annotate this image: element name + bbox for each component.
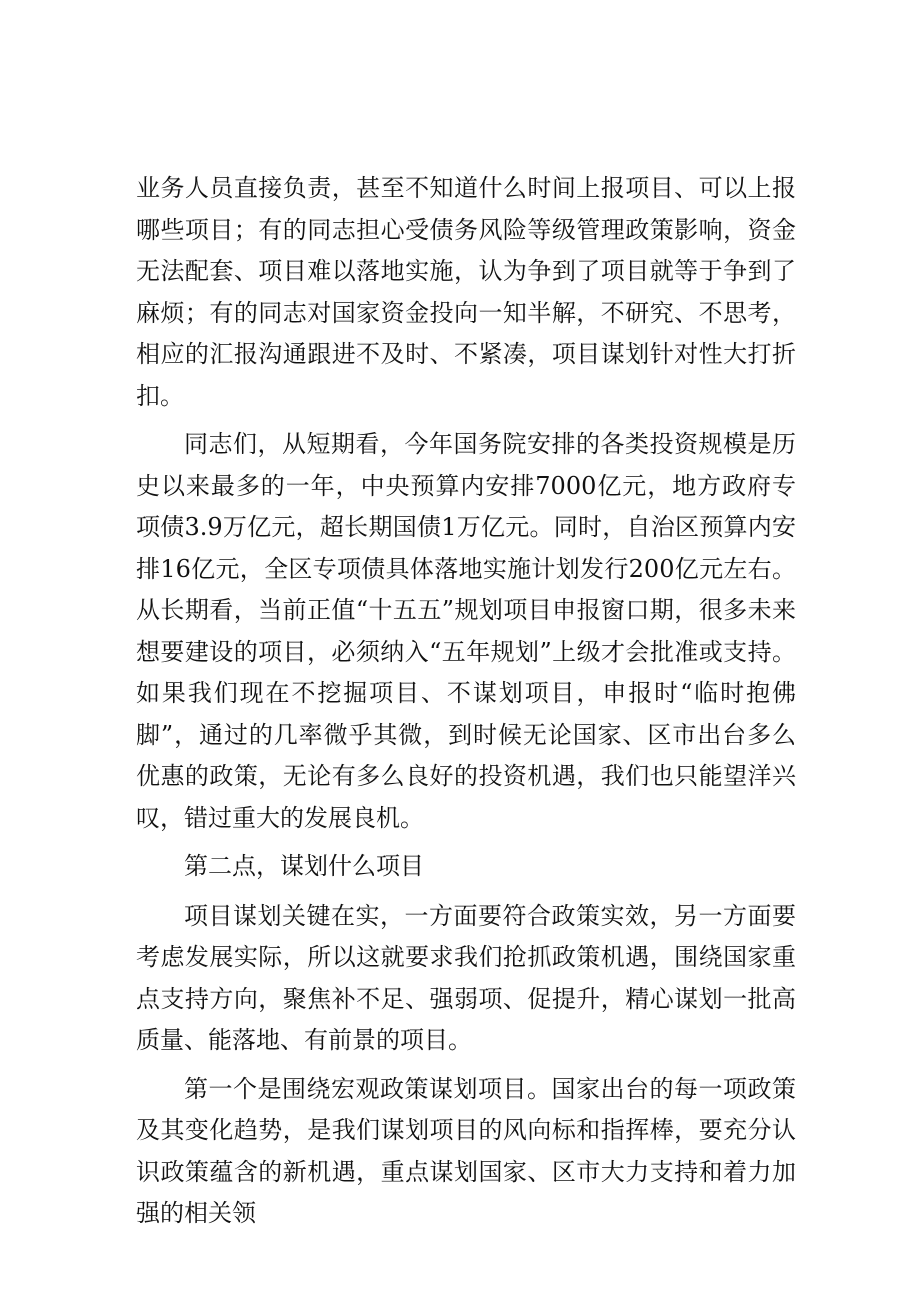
paragraph-project-planning: 项目谋划关键在实，一方面要符合政策实效，另一方面要考虑发展实际，所以这就要求我们抢抓政策机遇，围绕国家重点支持方向，聚焦补不足、强弱项、促提升，精心谋划一批高质量、能落地、有前景的项目。 — [136, 901, 796, 1054]
section-heading: 第二点，谋划什么项目 — [184, 852, 424, 880]
paragraph-continuation: 业务人员直接负责，甚至不知道什么时间上报项目、可以上报哪些项目；有的同志担心受债务风险等级管理政策影响，资金无法配套、项目难以落地实施，认为争到了项目就等于争到了麻烦；有的同志对国家资金投向一知半解，不研究、不思考，相应的汇报沟通跟进不及时、不紧凑，项目谋划针对性大打折扣。 — [136, 174, 796, 410]
paragraph-macro-policy: 第一个是围绕宏观政策谋划项目。国家出台的每一项政策及其变化趋势，是我们谋划项目的风向标和指挥棒，要充分认识政策蕴含的新机遇，重点谋划国家、区市大力支持和着力加强的相关领 — [136, 1074, 796, 1227]
paragraph-investment-scale: 同志们，从短期看，今年国务院安排的各类投资规模是历史以来最多的一年，中央预算内安排7000亿元，地方政府专项债3.9万亿元，超长期国债1万亿元。同时，自治区预算内安排16亿元，全区专项债具体落地实施计划发行200亿元左右。从长期看，当前正值“十五五”规划项目申报窗口期，很多未来想要建设的项目，必须纳入“五年规划”上级才会批准或支持。如果我们现在不挖掘项目、不谋划项目，申报时“临时抱佛脚”，通过的几率微乎其微，到时候无论国家、区市出台多么优惠的政策，无论有多么良好的投资机遇，我们也只能望洋兴叹，错过重大的发展良机。 — [136, 430, 796, 832]
document-body — [136, 168, 796, 1242]
